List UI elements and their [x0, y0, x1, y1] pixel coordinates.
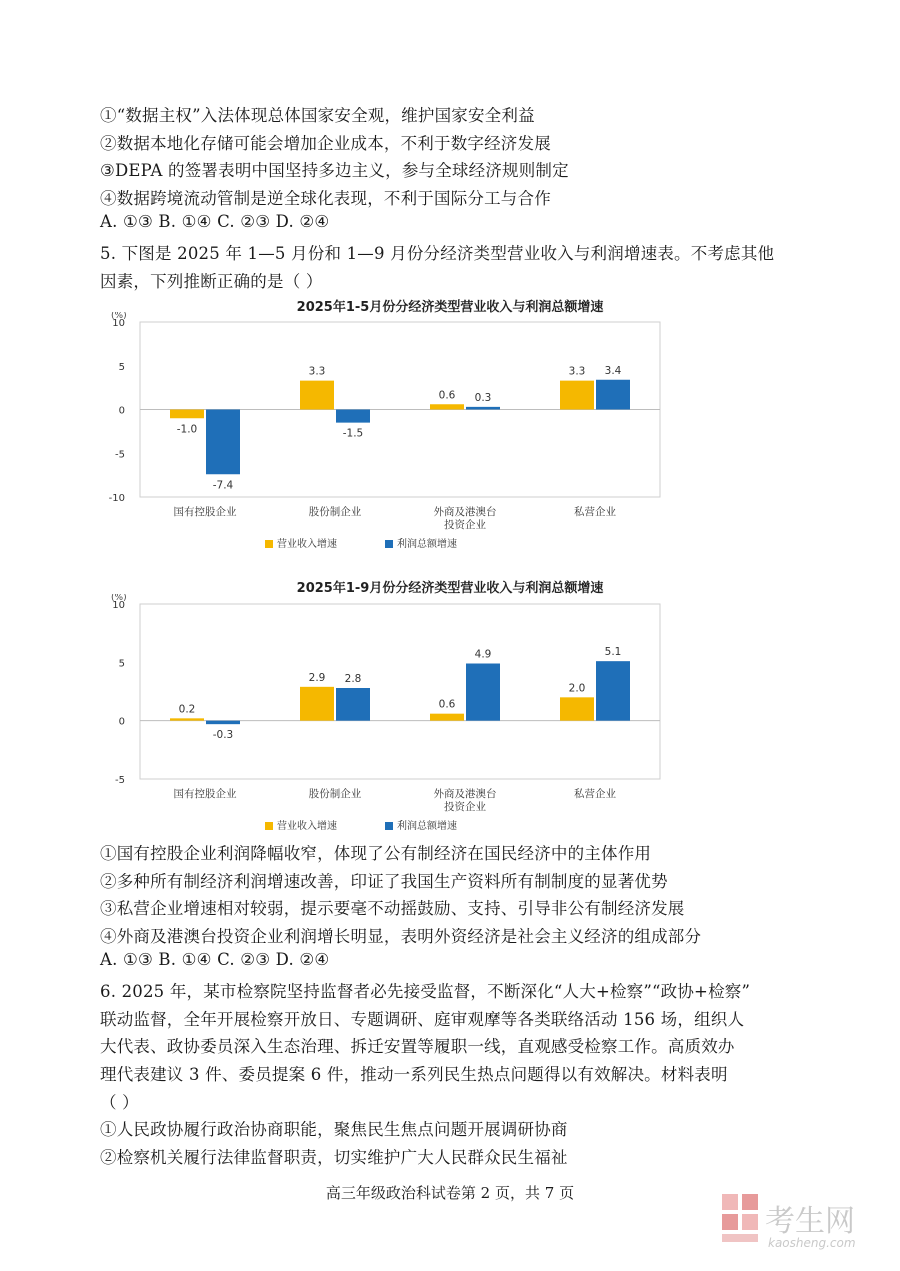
chart-2-data-label: 0.6: [438, 698, 456, 711]
chart-1-data-label: -1.5: [342, 427, 364, 440]
q4-option-1: ①“数据主权”入法体现总体国家安全观，维护国家安全利益: [100, 106, 535, 125]
chart-1-category-label: 股份制企业: [308, 506, 362, 518]
chart-1-bar: [560, 381, 594, 410]
chart-2-category-label: 股份制企业: [308, 788, 362, 800]
chart-1: [95, 312, 675, 557]
chart-2-data-label: 2.0: [568, 682, 586, 695]
chart-2-bar: [596, 661, 630, 721]
chart-2-bar: [430, 714, 464, 721]
chart-1-bar: [466, 407, 500, 410]
chart-1-y-tick: 0: [118, 405, 125, 417]
chart-2-legend-label: 营业收入增速: [277, 821, 337, 832]
chart-2-category-label: 私营企业: [574, 788, 616, 800]
chart-2-data-label: 2.8: [344, 673, 362, 685]
q6-stem-line-3: 大代表、政协委员深入生态治理、拆迁安置等履职一线，直观感受检察工作。高质效办: [100, 1037, 735, 1056]
chart-2-y-unit: (%): [111, 594, 127, 603]
chart-2-y-tick: -5: [115, 775, 125, 786]
q4-option-4: ④数据跨境流动管制是逆全球化表现，不利于国际分工与合作: [100, 189, 551, 208]
chart-1-bar: [336, 410, 370, 423]
chart-2-data-label: 2.9: [308, 671, 326, 684]
chart-2-legend-label: 利润总额增速: [397, 821, 457, 832]
q4-choices: A. ①③ B. ①④ C. ②③ D. ②④: [100, 212, 330, 231]
chart-1-bar: [170, 410, 204, 419]
q6-stem-line-1: 6. 2025 年，某市检察院坚持监督者必先接受监督，不断深化“人大+检察”“政协+检察”: [100, 982, 751, 1001]
chart-2-y-tick: 0: [118, 716, 125, 728]
chart-2-data-label: 0.2: [178, 703, 196, 716]
q6-option-2: ②检察机关履行法律监督职责，切实维护广大人民群众民生福祉: [100, 1148, 568, 1167]
chart-2-bar: [336, 688, 370, 721]
chart-1-legend-swatch: [385, 540, 393, 548]
chart-2-data-label: 5.1: [604, 646, 622, 659]
q5-stem-line-1: 5. 下图是 2025 年 1—5 月份和 1—9 月份分经济类型营业收入与利润增速表。不考虑其他: [100, 244, 775, 263]
chart-1-legend-swatch: [265, 540, 273, 548]
watermark-subtext: kaosheng.com: [768, 1236, 856, 1250]
chart-1-y-unit: (%): [111, 312, 127, 321]
q5-option-1: ①国有控股企业利润降幅收窄，体现了公有制经济在国民经济中的主体作用: [100, 844, 652, 863]
chart-1-bar: [300, 381, 334, 410]
chart-1-bar: [596, 380, 630, 410]
chart-2-bar: [560, 697, 594, 720]
q6-stem-line-5: （ ）: [100, 1093, 139, 1112]
chart-1-data-label: 3.3: [568, 365, 586, 378]
q5-option-3: ③私营企业增速相对较弱，提示要毫不动摇鼓励、支持、引导非公有制经济发展: [100, 899, 685, 918]
chart-2-title: 2025年1-9月份分经济类型营业收入与利润总额增速: [296, 581, 604, 596]
chart-1-data-label: -1.0: [176, 423, 198, 436]
chart-1-category-label: 国有控股企业: [173, 506, 237, 518]
chart-2-y-tick: 10: [112, 600, 125, 611]
chart-1-legend-label: 利润总额增速: [397, 539, 457, 550]
chart-1-y-tick: -5: [115, 449, 125, 461]
chart-2-bar: [300, 687, 334, 721]
chart-1-data-label: 0.3: [474, 391, 492, 404]
chart-1-category-label: 外商及港澳台: [433, 506, 497, 518]
q6-stem-line-4: 理代表建议 3 件、委员提案 6 件，推动一系列民生热点问题得以有效解决。材料表明: [100, 1065, 728, 1084]
chart-2-bar: [466, 664, 500, 721]
chart-1-title: 2025年1-5月份分经济类型营业收入与利润总额增速: [296, 300, 604, 315]
chart-1-data-label: 0.6: [438, 389, 456, 402]
chart-2-data-label: -0.3: [212, 729, 234, 742]
chart-1-y-tick: 5: [118, 361, 125, 373]
chart-1-data-label: -7.4: [212, 479, 234, 492]
watermark-text: 考生网: [765, 1204, 855, 1239]
chart-1-category-label: 投资企业: [444, 519, 486, 531]
chart-1-data-label: 3.4: [604, 364, 622, 377]
q6-option-1: ①人民政协履行政治协商职能，聚焦民生焦点问题开展调研协商: [100, 1120, 568, 1139]
chart-2-legend-swatch: [385, 822, 393, 830]
chart-1-bar: [206, 410, 240, 475]
chart-2-bar: [206, 721, 240, 724]
q5-stem-line-2: 因素，下列推断正确的是（ ）: [100, 272, 323, 291]
chart-2-category-label: 外商及港澳台: [433, 788, 497, 800]
q5-option-4: ④外商及港澳台投资企业利润增长明显，表明外资经济是社会主义经济的组成部分: [100, 927, 702, 946]
q5-choices: A. ①③ B. ①④ C. ②③ D. ②④: [100, 950, 330, 969]
chart-1-legend-label: 营业收入增速: [277, 539, 337, 550]
q5-option-2: ②多种所有制经济利润增速改善，印证了我国生产资料所有制制度的显著优势: [100, 872, 668, 891]
q4-option-2: ②数据本地化存储可能会增加企业成本，不利于数字经济发展: [100, 134, 551, 153]
chart-1-data-label: 3.3: [308, 365, 326, 378]
chart-2-y-tick: 5: [118, 658, 125, 670]
chart-2-legend-swatch: [265, 822, 273, 830]
q4-option-3: ③DEPA 的签署表明中国坚持多边主义，参与全球经济规则制定: [100, 161, 569, 180]
chart-1-bar: [430, 404, 464, 409]
chart-2-bar: [170, 718, 204, 720]
page-footer: 高三年级政治科试卷第 2 页，共 7 页: [325, 1184, 575, 1202]
chart-1-y-tick: 10: [112, 318, 125, 329]
chart-2-data-label: 4.9: [474, 648, 492, 661]
q6-stem-line-2: 联动监督，全年开展检察开放日、专题调研、庭审观摩等各类联络活动 156 场，组织人: [100, 1010, 745, 1029]
chart-1-y-tick: -10: [108, 493, 125, 504]
chart-1-category-label: 私营企业: [574, 506, 616, 518]
chart-2-category-label: 投资企业: [444, 801, 486, 813]
chart-2-category-label: 国有控股企业: [173, 788, 237, 800]
chart-2: [95, 594, 675, 839]
